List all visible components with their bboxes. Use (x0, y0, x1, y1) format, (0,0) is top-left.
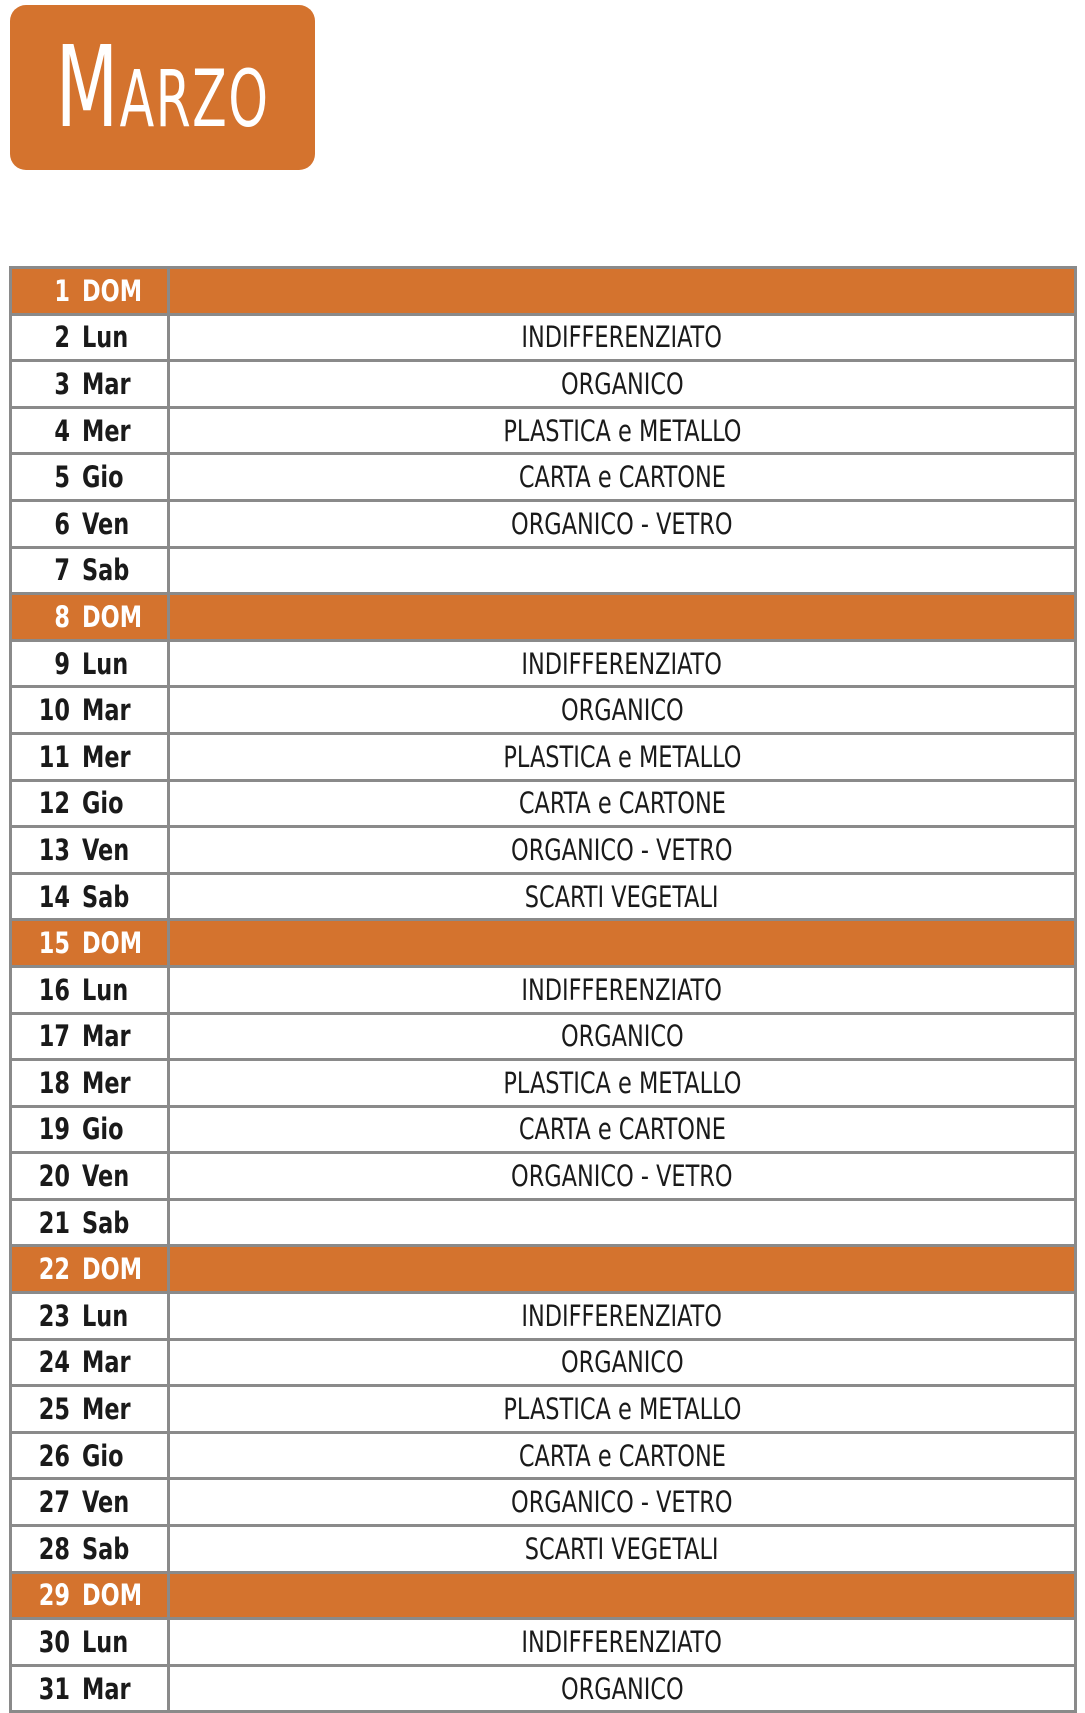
day-name: DOM (82, 1252, 143, 1287)
day-name: Mer (82, 1065, 131, 1100)
day-cell (11, 314, 169, 361)
day-number: 26 (38, 1438, 70, 1473)
day-number: 25 (38, 1392, 70, 1427)
collection-cell (169, 361, 1076, 408)
collection-calendar-table (9, 266, 1077, 1713)
collection-cell (169, 1153, 1076, 1200)
day-number: 11 (38, 739, 70, 774)
collection-cell (169, 1246, 1076, 1293)
collection-type: ORGANICO - VETRO (511, 1159, 733, 1194)
day-label (12, 875, 167, 919)
day-number: 2 (54, 320, 70, 355)
day-label (12, 1108, 167, 1152)
month-header (10, 5, 315, 170)
day-cell (11, 640, 169, 687)
calendar-row (11, 1386, 1076, 1433)
day-name: Sab (82, 1205, 130, 1240)
day-label (12, 1667, 167, 1711)
day-number: 31 (38, 1671, 70, 1706)
day-number: 30 (38, 1625, 70, 1660)
day-name: Ven (82, 506, 130, 541)
day-cell (11, 733, 169, 780)
day-label (12, 1387, 167, 1431)
day-cell (11, 1572, 169, 1619)
day-name: Mer (82, 1392, 131, 1427)
collection-cell (169, 827, 1076, 874)
day-number: 22 (38, 1252, 70, 1287)
calendar-row-sunday (11, 594, 1076, 641)
collection-cell (169, 268, 1076, 315)
day-number: 20 (38, 1159, 70, 1194)
collection-cell (169, 314, 1076, 361)
day-name: Mar (82, 1345, 131, 1380)
day-cell (11, 687, 169, 734)
day-cell (11, 1432, 169, 1479)
day-name: Ven (82, 1485, 130, 1520)
day-number: 24 (38, 1345, 70, 1380)
day-label (12, 782, 167, 826)
collection-type: ORGANICO (560, 693, 684, 728)
calendar-row (11, 454, 1076, 501)
day-name: DOM (82, 1578, 143, 1613)
collection-type: ORGANICO - VETRO (511, 1485, 733, 1520)
day-label (12, 1294, 167, 1338)
day-label (12, 269, 167, 313)
day-cell (11, 1479, 169, 1526)
collection-cell (169, 1526, 1076, 1573)
day-number: 1 (54, 273, 70, 308)
collection-cell (169, 1619, 1076, 1666)
collection-type: CARTA e CARTONE (518, 1438, 726, 1473)
calendar-row-sunday (11, 1246, 1076, 1293)
calendar-row (11, 1060, 1076, 1107)
calendar-row (11, 1199, 1076, 1246)
day-name: Mar (82, 693, 131, 728)
day-cell (11, 920, 169, 967)
collection-type: INDIFFERENZIATO (521, 972, 723, 1007)
day-name: Lun (82, 320, 129, 355)
day-cell (11, 780, 169, 827)
calendar-row (11, 1432, 1076, 1479)
calendar-row (11, 1013, 1076, 1060)
collection-cell (169, 780, 1076, 827)
collection-type: ORGANICO (560, 1019, 684, 1054)
day-number: 7 (54, 553, 70, 588)
calendar-row (11, 1619, 1076, 1666)
day-name: Gio (82, 1438, 124, 1473)
day-cell (11, 547, 169, 594)
collection-type: INDIFFERENZIATO (521, 1625, 723, 1660)
day-number: 5 (54, 460, 70, 495)
day-name: Lun (82, 1298, 129, 1333)
day-name: Ven (82, 832, 130, 867)
day-number: 29 (38, 1578, 70, 1613)
day-number: 21 (38, 1205, 70, 1240)
collection-type: PLASTICA e METALLO (503, 1392, 741, 1427)
day-number: 27 (38, 1485, 70, 1520)
collection-type: SCARTI VEGETALI (525, 1531, 719, 1566)
day-number: 12 (38, 786, 70, 821)
day-number: 15 (38, 926, 70, 961)
day-label (12, 502, 167, 546)
day-cell (11, 1526, 169, 1573)
calendar-row (11, 1153, 1076, 1200)
day-cell (11, 594, 169, 641)
collection-type: SCARTI VEGETALI (525, 879, 719, 914)
day-label (12, 409, 167, 453)
day-cell (11, 1246, 169, 1293)
day-name: Sab (82, 1531, 130, 1566)
day-number: 6 (54, 506, 70, 541)
day-label (12, 1061, 167, 1105)
calendar-row-sunday (11, 268, 1076, 315)
calendar-row (11, 780, 1076, 827)
day-number: 23 (38, 1298, 70, 1333)
day-cell (11, 966, 169, 1013)
calendar-row-sunday (11, 1572, 1076, 1619)
month-title: Marzo (55, 22, 270, 153)
collection-cell (169, 733, 1076, 780)
day-name: Mar (82, 366, 131, 401)
collection-type: CARTA e CARTONE (518, 786, 726, 821)
day-cell (11, 873, 169, 920)
day-label (12, 1574, 167, 1618)
day-label (12, 968, 167, 1012)
collection-type: ORGANICO - VETRO (511, 832, 733, 867)
day-cell (11, 1060, 169, 1107)
day-cell (11, 1013, 169, 1060)
day-name: Mar (82, 1671, 131, 1706)
day-label (12, 549, 167, 593)
collection-cell (169, 873, 1076, 920)
day-label (12, 921, 167, 965)
day-cell (11, 827, 169, 874)
day-number: 9 (54, 646, 70, 681)
collection-type: CARTA e CARTONE (518, 1112, 726, 1147)
day-name: DOM (82, 926, 143, 961)
calendar-body (11, 268, 1076, 1712)
day-label (12, 316, 167, 360)
calendar-row (11, 1339, 1076, 1386)
calendar-row (11, 407, 1076, 454)
day-cell (11, 268, 169, 315)
calendar-row (11, 1526, 1076, 1573)
day-name: Gio (82, 786, 124, 821)
calendar-row (11, 1479, 1076, 1526)
day-name: Mer (82, 413, 131, 448)
collection-cell (169, 1665, 1076, 1712)
day-name: Sab (82, 879, 130, 914)
calendar-row-sunday (11, 920, 1076, 967)
collection-cell (169, 920, 1076, 967)
day-number: 18 (38, 1065, 70, 1100)
day-label (12, 1341, 167, 1385)
day-name: Ven (82, 1159, 130, 1194)
day-name: Lun (82, 646, 129, 681)
day-label (12, 1620, 167, 1664)
day-label (12, 1480, 167, 1524)
collection-cell (169, 1293, 1076, 1340)
collection-cell (169, 1432, 1076, 1479)
day-label (12, 735, 167, 779)
collection-cell (169, 547, 1076, 594)
collection-type: ORGANICO (560, 1671, 684, 1706)
calendar-row (11, 1665, 1076, 1712)
collection-cell (169, 1572, 1076, 1619)
day-label (12, 1154, 167, 1198)
day-name: Lun (82, 972, 129, 1007)
calendar-row (11, 687, 1076, 734)
collection-type: PLASTICA e METALLO (503, 1065, 741, 1100)
collection-type: INDIFFERENZIATO (521, 646, 723, 681)
calendar-row (11, 314, 1076, 361)
day-number: 28 (38, 1531, 70, 1566)
day-number: 8 (54, 599, 70, 634)
calendar-row (11, 873, 1076, 920)
day-number: 14 (38, 879, 70, 914)
day-name: Mer (82, 739, 131, 774)
day-name: Lun (82, 1625, 129, 1660)
day-cell (11, 361, 169, 408)
day-name: DOM (82, 273, 143, 308)
calendar-row (11, 361, 1076, 408)
collection-type: INDIFFERENZIATO (521, 1298, 723, 1333)
calendar-row (11, 1106, 1076, 1153)
day-label (12, 688, 167, 732)
calendar-row (11, 966, 1076, 1013)
collection-type: PLASTICA e METALLO (503, 413, 741, 448)
collection-type: ORGANICO (560, 366, 684, 401)
collection-type: ORGANICO - VETRO (511, 506, 733, 541)
day-name: Gio (82, 460, 124, 495)
collection-type: PLASTICA e METALLO (503, 739, 741, 774)
collection-cell (169, 454, 1076, 501)
day-cell (11, 407, 169, 454)
day-label (12, 1247, 167, 1291)
day-label (12, 642, 167, 686)
day-cell (11, 1199, 169, 1246)
day-cell (11, 500, 169, 547)
day-number: 4 (54, 413, 70, 448)
day-number: 3 (54, 366, 70, 401)
calendar-row (11, 640, 1076, 687)
collection-cell (169, 640, 1076, 687)
day-number: 10 (38, 693, 70, 728)
day-number: 17 (38, 1019, 70, 1054)
day-number: 16 (38, 972, 70, 1007)
day-label (12, 455, 167, 499)
calendar-row (11, 500, 1076, 547)
collection-cell (169, 687, 1076, 734)
collection-cell (169, 594, 1076, 641)
collection-type: CARTA e CARTONE (518, 460, 726, 495)
day-cell (11, 1665, 169, 1712)
day-name: Mar (82, 1019, 131, 1054)
day-number: 13 (38, 832, 70, 867)
calendar-row (11, 827, 1076, 874)
day-name: DOM (82, 599, 143, 634)
collection-cell (169, 1106, 1076, 1153)
day-cell (11, 1293, 169, 1340)
calendar-row (11, 547, 1076, 594)
collection-cell (169, 1013, 1076, 1060)
collection-cell (169, 966, 1076, 1013)
collection-cell (169, 1479, 1076, 1526)
day-label (12, 1434, 167, 1478)
collection-cell (169, 500, 1076, 547)
day-cell (11, 1339, 169, 1386)
calendar-row (11, 733, 1076, 780)
day-number: 19 (38, 1112, 70, 1147)
collection-type: ORGANICO (560, 1345, 684, 1380)
collection-cell (169, 1339, 1076, 1386)
day-cell (11, 1619, 169, 1666)
collection-type: INDIFFERENZIATO (521, 320, 723, 355)
day-label (12, 595, 167, 639)
collection-cell (169, 1060, 1076, 1107)
collection-cell (169, 1386, 1076, 1433)
day-cell (11, 1386, 169, 1433)
calendar-row (11, 1293, 1076, 1340)
day-cell (11, 1106, 169, 1153)
day-label (12, 1015, 167, 1059)
day-cell (11, 454, 169, 501)
collection-cell (169, 407, 1076, 454)
day-label (12, 828, 167, 872)
day-name: Sab (82, 553, 130, 588)
day-label (12, 362, 167, 406)
collection-cell (169, 1199, 1076, 1246)
day-label (12, 1201, 167, 1245)
day-cell (11, 1153, 169, 1200)
day-name: Gio (82, 1112, 124, 1147)
day-label (12, 1527, 167, 1571)
